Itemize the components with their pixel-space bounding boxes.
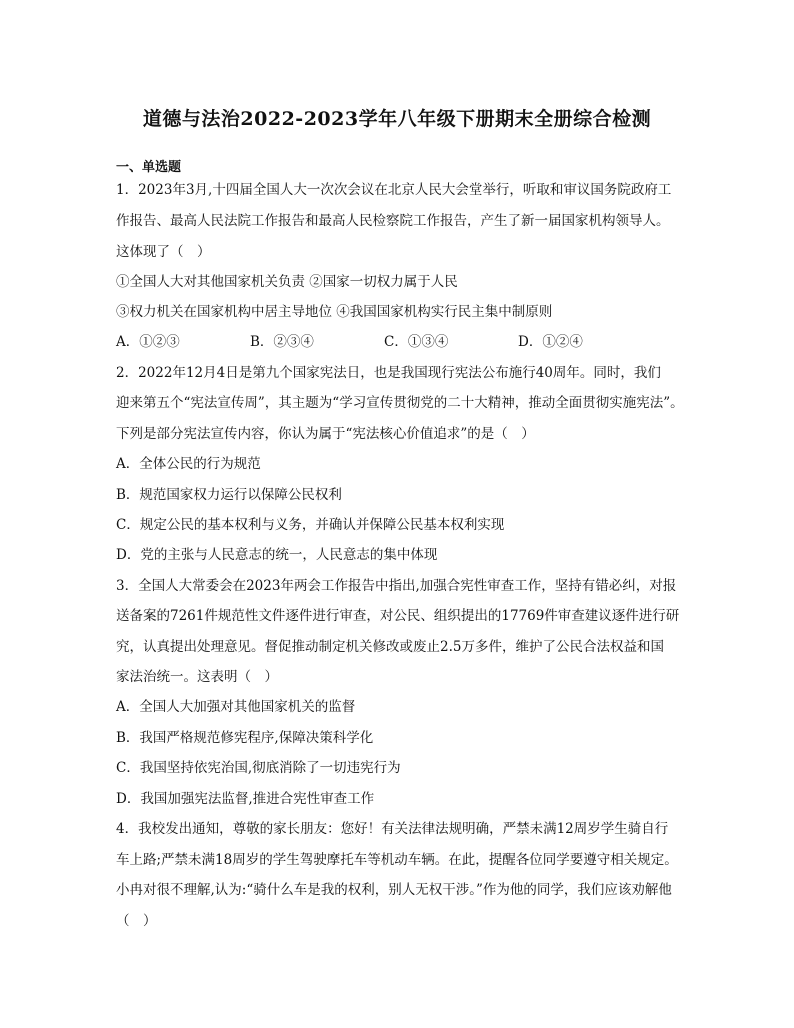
q2-line-1: 2．2022年12月4日是第九个国家宪法日，也是我国现行宪法公布施行40周年。同时，我们 [116,365,661,381]
q2-line-2: 迎来第五个“宪法宣传周”，其主题为“学习宣传贯彻党的二十大精神，推动全面贯彻实施宪法”。 [116,395,684,411]
q1-options [116,333,696,351]
section-heading: 一、单选题 [116,160,182,175]
q4-line-1: 4．我校发出通知，尊敬的家长朋友：您好！有关法律法规明确，严禁未满12周岁学生骑自行 [116,821,669,837]
q3-option-c: C．我国坚持依宪治国,彻底消除了一切违宪行为 [116,760,401,776]
q2-option-c: C．规定公民的基本权利与义务，并确认并保障公民基本权利实现 [116,517,505,533]
q1-line-2: 作报告、最高人民法院工作报告和最高人民检察院工作报告，产生了新一届国家机构领导人。 [116,213,670,229]
q2-option-d: D．党的主张与人民意志的统一，人民意志的集中体现 [116,547,438,563]
q1-option-a: A．①②③ [116,334,180,350]
q3-option-d: D．我国加强宪法监督,推进合宪性审查工作 [116,791,375,807]
q1-option-b: B．②③④ [250,334,314,350]
q2-option-a: A．全体公民的行为规范 [116,456,261,472]
q4-line-2: 车上路;严禁未满18周岁的学生驾驶摩托车等机动车辆。在此，提醒各位同学要遵守相关规定。 [116,852,678,868]
q2-line-3: 下列是部分宪法宣传内容，你认为属于“宪法核心价值追求”的是（ ） [116,426,535,442]
q1-option-c: C．①③④ [384,334,449,350]
q3-option-b: B．我国严格规范修宪程序,保障决策科学化 [116,730,374,746]
q3-line-3: 究，认真提出处理意见。督促推动制定机关修改或废止2.5万多件，维护了公民合法权益和国 [116,639,664,655]
q4-line-3: 小冉对很不理解,认为:“骑什么车是我的权利，别人无权干涉。”作为他的同学，我们应该劝解他 [116,882,672,898]
page-title: 道德与法治2022-2023学年八年级下册期末全册综合检测 [142,108,652,130]
q2-option-b: B．规范国家权力运行以保障公民权利 [116,487,342,503]
q1-statement-2: ③权力机关在国家机构中居主导地位 ④我国国家机构实行民主集中制原则 [116,304,553,320]
q1-line-1: 1．2023年3月,十四届全国人大一次次会议在北京人民大会堂举行，听取和审议国务院政府工 [116,182,672,198]
q3-line-2: 送备案的7261件规范性文件逐件进行审查，对公民、组织提出的17769件审查建议逐件进行研 [116,608,680,624]
q1-statement-1: ①全国人大对其他国家机关负责 ②国家一切权力属于人民 [116,274,458,290]
q1-option-d: D．①②④ [518,334,583,350]
q4-line-4: （ ） [116,913,157,929]
q3-option-a: A．全国人大加强对其他国家机关的监督 [116,699,356,715]
q3-line-4: 家法治统一。这表明（ ） [116,669,278,685]
q1-line-3: 这体现了（ ） [116,244,211,260]
q3-line-1: 3．全国人大常委会在2023年两会工作报告中指出,加强合宪性审查工作，坚持有错必纠，对报 [116,578,677,594]
